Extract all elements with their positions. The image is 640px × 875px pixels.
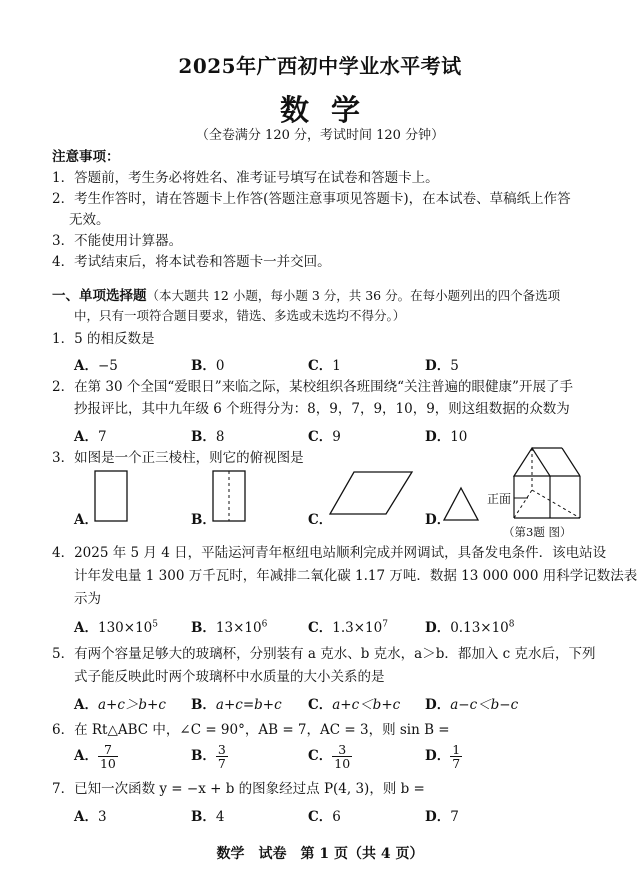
option-b: B． $\frac{3}{7}$ xyxy=(191,742,226,771)
question-stem: 2．在第 30 个全国“爱眼日”来临之际，某校组织各班围绕“关注普遍的眼健康”开展了手 xyxy=(52,379,573,395)
section-header xyxy=(52,287,560,305)
exam-meta: （全卷满分 120 分，考试时间 120 分钟） xyxy=(195,128,445,143)
option-d-triangle-figure xyxy=(442,486,480,522)
option-a: A．−5 xyxy=(74,358,118,374)
option-c: C．a+c＜b+c xyxy=(308,697,401,713)
option-a: A．a+c＞b+c xyxy=(74,697,166,713)
option-c: C．6 xyxy=(308,809,341,825)
option-b: B．a+c=b+c xyxy=(191,697,282,713)
question-stem: 7．已知一次函数 y = −x + b 的图象经过点 P(4, 3)，则 b = xyxy=(52,781,425,797)
question-stem: 1．5 的相反数是 xyxy=(52,331,155,347)
option-a: A．$130\times 10^5$ xyxy=(74,619,158,636)
option-b: B．8 xyxy=(191,429,225,445)
question-stem: 5．有两个容量足够大的玻璃杯，分别装有 a 克水、b 克水，a＞b．都加入 c 克水后，下列 xyxy=(52,646,596,662)
option-d: D． xyxy=(425,512,451,528)
note-item-continued: 无效。 xyxy=(69,212,110,228)
option-c: C． $\frac{3}{10}$ xyxy=(308,742,351,771)
fraction: $\frac{3}{10}$ xyxy=(334,742,351,771)
option-c: C．$1.3\times 10^7$ xyxy=(308,619,388,636)
front-face-label: 正面 xyxy=(487,492,512,506)
subject-title: 数学 xyxy=(279,93,382,127)
section-heading: 一、单项选择题 xyxy=(52,288,147,304)
figure-caption: （第3题 图） xyxy=(503,525,572,539)
option-b-rectangle-dashed-figure xyxy=(212,470,246,522)
front-face-arrow xyxy=(514,496,530,500)
section-desc-continued: 中，只有一项符合题目要求，错选、多选或未选均不得分。） xyxy=(74,308,406,323)
notes-heading: 注意事项： xyxy=(52,149,120,165)
option-a-rectangle-figure xyxy=(94,470,128,522)
option-a: A． xyxy=(74,512,98,528)
exam-title: 2025年广西初中学业水平考试 xyxy=(178,54,462,78)
question-stem-continued: 计年发电量 1 300 万千瓦时，年减排二氧化碳 1.17 万吨．数据 13 000 000 用科学记数法表 xyxy=(74,568,638,584)
option-b: B． xyxy=(191,512,216,528)
option-a: A． $\frac{7}{10}$ xyxy=(74,742,116,771)
option-b: B．4 xyxy=(191,809,225,825)
note-item: 2．考生作答时，请在答题卡上作答(答题注意事项见答题卡)，在本试卷、草稿纸上作答 xyxy=(52,191,571,207)
question-stem: 4．2025 年 5 月 4 日，平陆运河青年枢纽电站顺利完成并网调试，具备发电条件．该电站设 xyxy=(52,545,607,561)
option-a: A．3 xyxy=(74,809,107,825)
question-stem-continued: 抄报评比，其中九年级 6 个班得分为：8，9，7，9，10，9，则这组数据的众数为 xyxy=(74,401,570,417)
option-c: C．9 xyxy=(308,429,341,445)
question-stem-continued: 式子能反映此时两个玻璃杯中水质量的大小关系的是 xyxy=(74,669,385,685)
triangular-prism-figure xyxy=(510,446,582,522)
fraction: $\frac{7}{10}$ xyxy=(99,742,116,771)
option-c: C． xyxy=(308,512,333,528)
option-c: C．1 xyxy=(308,358,341,374)
question-stem: 6．在 Rt△ABC 中，∠C = 90°，AB = 7，AC = 3，则 sin B = xyxy=(52,722,450,738)
section-desc: （本大题共 12 小题，每小题 3 分，共 36 分。在每小题列出的四个备选项 xyxy=(146,288,561,303)
option-c-parallelogram-figure xyxy=(328,470,414,516)
option-a: A．7 xyxy=(74,429,107,445)
fraction: $\frac{3}{7}$ xyxy=(217,742,226,771)
option-d: D．$0.13\times 10^8$ xyxy=(425,619,515,636)
page-footer: 数学 试卷 第 1 页（共 4 页） xyxy=(216,846,424,862)
option-d: D．10 xyxy=(425,429,468,445)
fraction: $\frac{1}{7}$ xyxy=(452,742,461,771)
question-stem: 3．如图是一个正三棱柱，则它的俯视图是 xyxy=(52,450,304,466)
option-d: D． $\frac{1}{7}$ xyxy=(425,742,461,771)
option-d: D．a−c＜b−c xyxy=(425,697,519,713)
note-item: 4．考试结束后，将本试卷和答题卡一并交回。 xyxy=(52,254,331,270)
option-d: D．7 xyxy=(425,809,459,825)
option-d: D．5 xyxy=(425,358,459,374)
question-stem-continued: 示为 xyxy=(74,591,101,607)
note-item: 1．答题前，考生务必将姓名、准考证号填写在试卷和答题卡上。 xyxy=(52,170,439,186)
note-item: 3．不能使用计算器。 xyxy=(52,233,183,249)
option-b: B．0 xyxy=(191,358,225,374)
option-b: B．$13\times 10^6$ xyxy=(191,619,268,636)
